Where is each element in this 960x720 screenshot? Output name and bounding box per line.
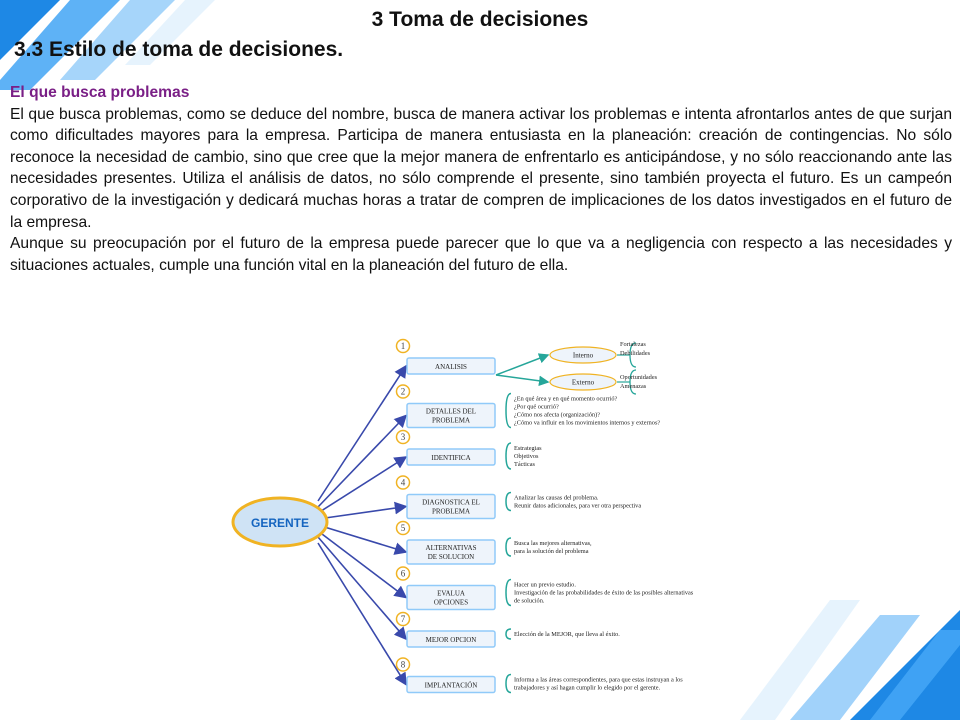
step-label: DETALLES DEL [425, 407, 477, 416]
step-label: MEJOR OPCION [425, 636, 477, 644]
slide-title: 3 Toma de decisiones [371, 8, 589, 31]
step-label: IMPLANTACIÓN [424, 681, 478, 690]
step-label: ANALISIS [435, 363, 467, 371]
step-number: 8 [400, 659, 406, 670]
notes-bracket [506, 538, 511, 556]
analysis-branches [496, 341, 658, 394]
step-5 [397, 522, 593, 565]
step-note: ¿En qué área y en qué momento ocurrió? [514, 395, 618, 403]
connector-arrows [318, 366, 406, 685]
decision-diagram [228, 328, 734, 720]
step-label: DIAGNOSTICA EL [422, 498, 480, 507]
step-number: 3 [400, 432, 406, 442]
branch-arrow [496, 355, 548, 375]
arrow-to-step-3 [318, 457, 406, 513]
step-6 [397, 567, 694, 610]
step-3 [397, 431, 543, 470]
step-label: PROBLEMA [431, 416, 471, 425]
step-note: Informa a las áreas correspondientes, para que estas instruyan a los [514, 676, 683, 684]
step-note: ¿Por qué ocurrió? [514, 403, 559, 411]
step-list [397, 340, 694, 693]
step-note: Busca las mejores alternativas, [514, 540, 592, 547]
notes-bracket [506, 443, 511, 469]
step-note: ¿Cómo nos afecta (organización)? [514, 411, 601, 419]
arrow-to-step-4 [318, 507, 406, 520]
paragraph-1: El que busca problemas, como se deduce del nombre, busca de manera activar los problemas e intenta afrontarlos antes de que surjan como dificultades mayores para la empresa. Participa de manera entusiasta en la planeación: creación de contingencias. No sólo reconoce la necesidad de cambio, sino que cree que la mejor manera de enfrentarlo es anticipándose, y no sólo reaccionando ante las necesidades presentes. Utiliza el análisis de datos, no sólo comprende el presente, sino también proyecta el futuro. Es un campeón corporativo de la investigación y dedicará muchas horas a tratar de compren de implicaciones de los datos investigados en el futuro de la empresa. [10, 105, 952, 231]
step-2 [397, 385, 661, 428]
notes-bracket [506, 675, 511, 693]
bottom-right-decoration [730, 590, 960, 720]
notes-bracket [506, 493, 511, 511]
notes-bracket [506, 580, 511, 606]
step-8 [397, 658, 684, 693]
arrow-to-step-1 [318, 366, 406, 501]
section-heading: El que busca problemas [10, 84, 190, 101]
step-4 [397, 476, 642, 519]
step-note: Analizar las causas del problema. [514, 494, 599, 502]
step-note: Investigación de las probabilidades de éxito de las posibles alternativas [514, 589, 694, 597]
branch-arrow [496, 375, 548, 382]
step-number: 1 [400, 341, 406, 351]
step-number: 7 [400, 614, 406, 624]
branch-label: Interno [572, 351, 594, 360]
gerente-node [233, 498, 327, 546]
step-note: Tácticas [514, 461, 535, 468]
paragraph-2: Aunque su preocupación por el futuro de la empresa puede parecer que lo que va a negligencia con respecto a las necesidades y situaciones actuales, cumple una función vital en la planeación del futuro de ella. [10, 235, 952, 274]
step-number: 6 [400, 568, 406, 579]
slide-subtitle: 3.3 Estilo de toma de decisiones. [14, 38, 344, 61]
body-text [10, 82, 952, 276]
arrow-to-step-5 [318, 525, 406, 552]
step-7 [397, 613, 621, 648]
step-note: Elección de la MEJOR, que lleva al éxito. [514, 631, 620, 638]
branch-note: Oportunidades [620, 374, 658, 381]
branch-externo [496, 370, 658, 394]
branch-note: Fortalezas [620, 341, 646, 348]
notes-bracket [506, 394, 511, 428]
arrow-to-step-2 [318, 416, 406, 508]
step-label: PROBLEMA [431, 507, 471, 516]
step-note: trabajadores y así hagan cumplir lo elegido por el gerente. [514, 684, 661, 692]
step-label: IDENTIFICA [431, 454, 471, 462]
step-label: DE SOLUCION [427, 553, 475, 561]
notes-bracket [506, 629, 511, 639]
step-note: Estrategias [514, 445, 542, 452]
step-note: Objetivos [514, 453, 539, 460]
branch-note: Debilidades [620, 350, 651, 357]
step-note: ¿Cómo va influir en los movimientos internos y externos? [514, 419, 661, 427]
step-note: de solución. [514, 597, 545, 605]
step-number: 4 [400, 477, 406, 488]
branch-note: Amenazas [620, 383, 647, 390]
step-label: ALTERNATIVAS [425, 544, 477, 552]
step-number: 5 [400, 523, 406, 533]
branch-interno [496, 341, 651, 375]
gerente-label: GERENTE [250, 516, 310, 530]
step-note: Reunir datos adicionales, para ver otra perspectiva [514, 502, 642, 510]
step-label: EVALUA [437, 589, 465, 598]
step-1 [397, 340, 496, 375]
step-number: 2 [400, 386, 406, 397]
step-note: para la solución del problema [514, 548, 589, 555]
step-label: OPCIONES [433, 598, 469, 607]
branch-label: Externo [571, 378, 595, 387]
step-note: Hacer un previo estudio. [514, 581, 576, 589]
